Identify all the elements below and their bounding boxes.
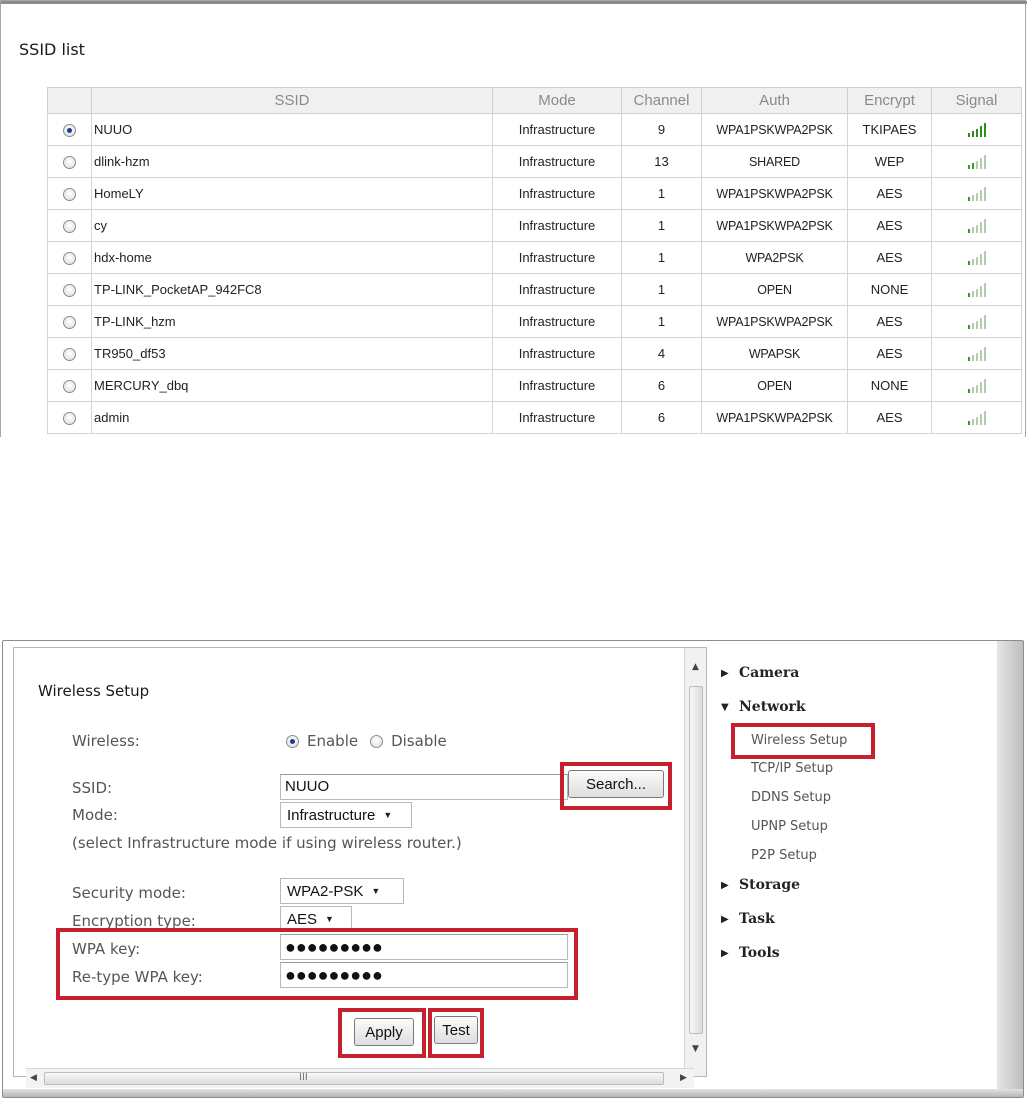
table-row[interactable] <box>48 146 1022 178</box>
select-cell <box>48 338 92 370</box>
wireless-setup-title: Wireless Setup <box>38 682 150 700</box>
channel-cell: 1 <box>622 242 702 274</box>
ssid-cell: dlink-hzm <box>92 146 493 178</box>
caret-right-icon: ▶ <box>721 667 729 679</box>
nav-network[interactable] <box>721 699 806 715</box>
auth-cell: WPA1PSKWPA2PSK <box>702 178 848 210</box>
select-cell <box>48 274 92 306</box>
encrypt-cell: NONE <box>848 370 932 402</box>
signal-strength-icon <box>966 379 988 393</box>
signal-bar <box>976 289 978 297</box>
disable-radio[interactable] <box>370 735 383 748</box>
encrypt-cell: AES <box>848 178 932 210</box>
table-row[interactable] <box>48 242 1022 274</box>
mode-cell: Infrastructure <box>493 210 622 242</box>
mode-cell: Infrastructure <box>493 338 622 370</box>
signal-bar <box>980 222 982 233</box>
header-auth[interactable]: Auth <box>702 88 848 114</box>
signal-bar <box>972 323 974 329</box>
signal-strength-icon <box>966 315 988 329</box>
wpa-key-input[interactable]: ●●●●●●●●● <box>280 934 568 960</box>
ssid-radio[interactable] <box>63 220 76 233</box>
scroll-left-icon[interactable]: ◀ <box>30 1073 37 1083</box>
ssid-radio[interactable] <box>63 348 76 361</box>
nav-upnp-setup[interactable]: UPNP Setup <box>751 819 828 834</box>
channel-cell: 4 <box>622 338 702 370</box>
auth-cell: OPEN <box>702 274 848 306</box>
signal-cell <box>932 178 1022 210</box>
signal-cell <box>932 210 1022 242</box>
ssid-list-title: SSID list <box>19 40 85 59</box>
select-cell <box>48 242 92 274</box>
mode-hint: (select Infrastructure mode if using wireless router.) <box>72 834 462 852</box>
ssid-list-panel <box>0 0 1026 437</box>
signal-bar <box>976 417 978 425</box>
vertical-scrollbar[interactable] <box>684 648 706 1076</box>
nav-wireless-setup[interactable]: Wireless Setup <box>751 733 848 748</box>
chevron-down-icon: ▼ <box>371 886 381 896</box>
encrypt-cell: NONE <box>848 274 932 306</box>
scroll-grip: III <box>299 1072 308 1083</box>
table-row[interactable] <box>48 114 1022 146</box>
signal-bar <box>972 387 974 393</box>
signal-bar <box>984 155 986 169</box>
panel-top-border <box>1 1 1027 4</box>
ssid-radio[interactable] <box>63 412 76 425</box>
ssid-table <box>47 87 1022 434</box>
signal-cell <box>932 306 1022 338</box>
signal-bar <box>984 219 986 233</box>
vertical-scroll-thumb[interactable] <box>689 686 703 1034</box>
mode-label: Mode: <box>72 806 118 824</box>
search-button[interactable]: Search... <box>568 770 664 798</box>
mode-select-value: Infrastructure <box>287 806 376 824</box>
auth-cell: OPEN <box>702 370 848 402</box>
wireless-radio-group <box>286 732 447 750</box>
signal-bar <box>980 318 982 329</box>
header-encrypt[interactable]: Encrypt <box>848 88 932 114</box>
scroll-up-icon[interactable]: ▲ <box>692 662 699 672</box>
nav-network-label: Network <box>739 699 806 715</box>
wireless-label: Wireless: <box>72 732 140 750</box>
signal-bar <box>968 229 970 233</box>
chevron-down-icon: ▼ <box>325 914 334 924</box>
signal-strength-icon <box>966 219 988 233</box>
signal-bar <box>968 261 970 265</box>
channel-cell: 1 <box>622 210 702 242</box>
channel-cell: 9 <box>622 114 702 146</box>
signal-bar <box>980 286 982 297</box>
signal-bar <box>984 187 986 201</box>
encrypt-cell: AES <box>848 338 932 370</box>
window-bottom-frame <box>3 1089 1023 1097</box>
signal-bar <box>980 190 982 201</box>
channel-cell: 1 <box>622 274 702 306</box>
signal-bar <box>976 193 978 201</box>
nav-tools[interactable] <box>721 945 780 961</box>
ssid-label: SSID: <box>72 779 113 797</box>
signal-bar <box>968 165 970 169</box>
signal-bar <box>980 126 982 137</box>
caret-right-icon: ▶ <box>721 879 729 891</box>
signal-cell <box>932 146 1022 178</box>
signal-bar <box>972 419 974 425</box>
auth-cell: WPA1PSKWPA2PSK <box>702 114 848 146</box>
signal-cell <box>932 402 1022 434</box>
nav-camera-label: Camera <box>739 665 800 681</box>
header-ssid[interactable]: SSID <box>92 88 493 114</box>
signal-strength-icon <box>966 251 988 265</box>
signal-bar <box>976 161 978 169</box>
ssid-radio[interactable] <box>63 188 76 201</box>
signal-bar <box>968 133 970 137</box>
test-button[interactable]: Test <box>434 1016 478 1044</box>
nav-p2p-setup[interactable]: P2P Setup <box>751 848 817 863</box>
nav-ddns-setup[interactable]: DDNS Setup <box>751 790 831 805</box>
channel-cell: 6 <box>622 370 702 402</box>
wireless-setup-pane <box>13 647 707 1083</box>
ssid-cell: admin <box>92 402 493 434</box>
signal-bar <box>968 421 970 425</box>
auth-cell: WPAPSK <box>702 338 848 370</box>
select-cell <box>48 402 92 434</box>
ssid-radio[interactable] <box>63 156 76 169</box>
signal-bar <box>972 227 974 233</box>
encryption-type-value: AES <box>287 910 318 928</box>
ssid-radio[interactable] <box>63 380 76 393</box>
retype-wpa-key-input[interactable]: ●●●●●●●●● <box>280 962 568 988</box>
channel-cell: 1 <box>622 306 702 338</box>
wireless-setup-window <box>2 640 1024 1098</box>
ssid-radio[interactable] <box>63 316 76 329</box>
encrypt-cell: AES <box>848 402 932 434</box>
signal-bar <box>976 257 978 265</box>
signal-bar <box>980 414 982 425</box>
ssid-cell: TP-LINK_hzm <box>92 306 493 338</box>
table-row[interactable] <box>48 178 1022 210</box>
ssid-cell: NUUO <box>92 114 493 146</box>
caret-right-icon: ▶ <box>721 947 729 959</box>
mode-cell: Infrastructure <box>493 306 622 338</box>
nav-task-label: Task <box>739 911 775 927</box>
auth-cell: WPA1PSKWPA2PSK <box>702 306 848 338</box>
signal-bar <box>976 321 978 329</box>
caret-right-icon: ▶ <box>721 913 729 925</box>
mode-cell: Infrastructure <box>493 402 622 434</box>
signal-bar <box>984 411 986 425</box>
table-row[interactable] <box>48 274 1022 306</box>
signal-bar <box>968 325 970 329</box>
signal-cell <box>932 370 1022 402</box>
signal-bar <box>972 291 974 297</box>
signal-bar <box>980 254 982 265</box>
signal-cell <box>932 114 1022 146</box>
header-signal[interactable]: Signal <box>932 88 1022 114</box>
ssid-cell: TR950_df53 <box>92 338 493 370</box>
table-row[interactable] <box>48 370 1022 402</box>
mode-cell: Infrastructure <box>493 178 622 210</box>
mode-cell: Infrastructure <box>493 146 622 178</box>
ssid-radio[interactable] <box>63 124 76 137</box>
enable-radio[interactable] <box>286 735 299 748</box>
signal-strength-icon <box>966 347 988 361</box>
signal-bar <box>972 195 974 201</box>
ssid-cell: hdx-home <box>92 242 493 274</box>
caret-down-icon: ▼ <box>721 701 729 713</box>
scroll-down-icon[interactable]: ▼ <box>692 1044 699 1054</box>
ssid-cell: TP-LINK_PocketAP_942FC8 <box>92 274 493 306</box>
signal-bar <box>984 123 986 137</box>
select-cell <box>48 306 92 338</box>
channel-cell: 13 <box>622 146 702 178</box>
disable-label: Disable <box>391 732 447 750</box>
header-channel[interactable]: Channel <box>622 88 702 114</box>
window-right-frame <box>997 641 1023 1097</box>
encrypt-cell: AES <box>848 306 932 338</box>
signal-bar <box>984 251 986 265</box>
signal-bar <box>968 293 970 297</box>
signal-bar <box>976 129 978 137</box>
table-row[interactable] <box>48 210 1022 242</box>
nav-storage-label: Storage <box>739 877 801 893</box>
signal-bar <box>984 283 986 297</box>
signal-bar <box>984 379 986 393</box>
chevron-down-icon: ▼ <box>383 810 393 820</box>
security-mode-label: Security mode: <box>72 884 186 902</box>
select-cell <box>48 178 92 210</box>
auth-cell: WPA1PSKWPA2PSK <box>702 210 848 242</box>
signal-bar <box>968 357 970 361</box>
header-mode[interactable]: Mode <box>493 88 622 114</box>
nav-tools-label: Tools <box>739 945 780 961</box>
select-cell <box>48 146 92 178</box>
signal-bar <box>980 158 982 169</box>
security-mode-value: WPA2-PSK <box>287 882 364 900</box>
ssid-table-header <box>48 88 1022 114</box>
ssid-cell: cy <box>92 210 493 242</box>
table-row[interactable] <box>48 338 1022 370</box>
encrypt-cell: AES <box>848 210 932 242</box>
select-cell <box>48 114 92 146</box>
horizontal-scroll-thumb[interactable] <box>44 1072 664 1085</box>
signal-bar <box>976 353 978 361</box>
nav-camera[interactable] <box>721 665 799 681</box>
horizontal-scrollbar[interactable] <box>26 1068 694 1088</box>
signal-strength-icon <box>966 283 988 297</box>
encrypt-cell: AES <box>848 242 932 274</box>
encrypt-cell: WEP <box>848 146 932 178</box>
signal-bar <box>976 225 978 233</box>
retype-wpa-key-label: Re-type WPA key: <box>72 968 203 986</box>
encrypt-cell: TKIPAES <box>848 114 932 146</box>
signal-bar <box>968 197 970 201</box>
signal-strength-icon <box>966 123 988 137</box>
channel-cell: 1 <box>622 178 702 210</box>
signal-bar <box>984 315 986 329</box>
enable-label: Enable <box>307 732 359 750</box>
channel-cell: 6 <box>622 402 702 434</box>
apply-button[interactable]: Apply <box>354 1018 414 1046</box>
signal-bar <box>968 389 970 393</box>
mode-cell: Infrastructure <box>493 370 622 402</box>
encryption-type-label: Encryption type: <box>72 912 196 930</box>
header-select <box>48 88 92 114</box>
ssid-radio[interactable] <box>63 284 76 297</box>
signal-cell <box>932 242 1022 274</box>
mode-cell: Infrastructure <box>493 274 622 306</box>
nav-tcpip-setup[interactable]: TCP/IP Setup <box>751 761 834 776</box>
signal-bar <box>972 355 974 361</box>
mode-select[interactable] <box>280 802 412 828</box>
signal-bar <box>972 259 974 265</box>
signal-strength-icon <box>966 155 988 169</box>
mode-cell: Infrastructure <box>493 242 622 274</box>
select-cell <box>48 370 92 402</box>
wpa-key-label: WPA key: <box>72 940 141 958</box>
signal-cell <box>932 338 1022 370</box>
table-row[interactable] <box>48 402 1022 434</box>
nav-storage[interactable] <box>721 877 800 893</box>
signal-cell <box>932 274 1022 306</box>
signal-bar <box>980 382 982 393</box>
ssid-cell: MERCURY_dbq <box>92 370 493 402</box>
ssid-radio[interactable] <box>63 252 76 265</box>
signal-bar <box>980 350 982 361</box>
signal-strength-icon <box>966 187 988 201</box>
nav-task[interactable] <box>721 911 775 927</box>
ssid-input[interactable]: NUUO <box>280 774 568 800</box>
scroll-right-icon[interactable]: ▶ <box>680 1073 687 1083</box>
ssid-cell: HomeLY <box>92 178 493 210</box>
signal-bar <box>972 131 974 137</box>
signal-strength-icon <box>966 411 988 425</box>
mode-cell: Infrastructure <box>493 114 622 146</box>
auth-cell: WPA1PSKWPA2PSK <box>702 402 848 434</box>
table-row[interactable] <box>48 306 1022 338</box>
signal-bar <box>972 163 974 169</box>
auth-cell: SHARED <box>702 146 848 178</box>
select-cell <box>48 210 92 242</box>
security-mode-select[interactable] <box>280 878 404 904</box>
signal-bar <box>976 385 978 393</box>
signal-bar <box>984 347 986 361</box>
auth-cell: WPA2PSK <box>702 242 848 274</box>
